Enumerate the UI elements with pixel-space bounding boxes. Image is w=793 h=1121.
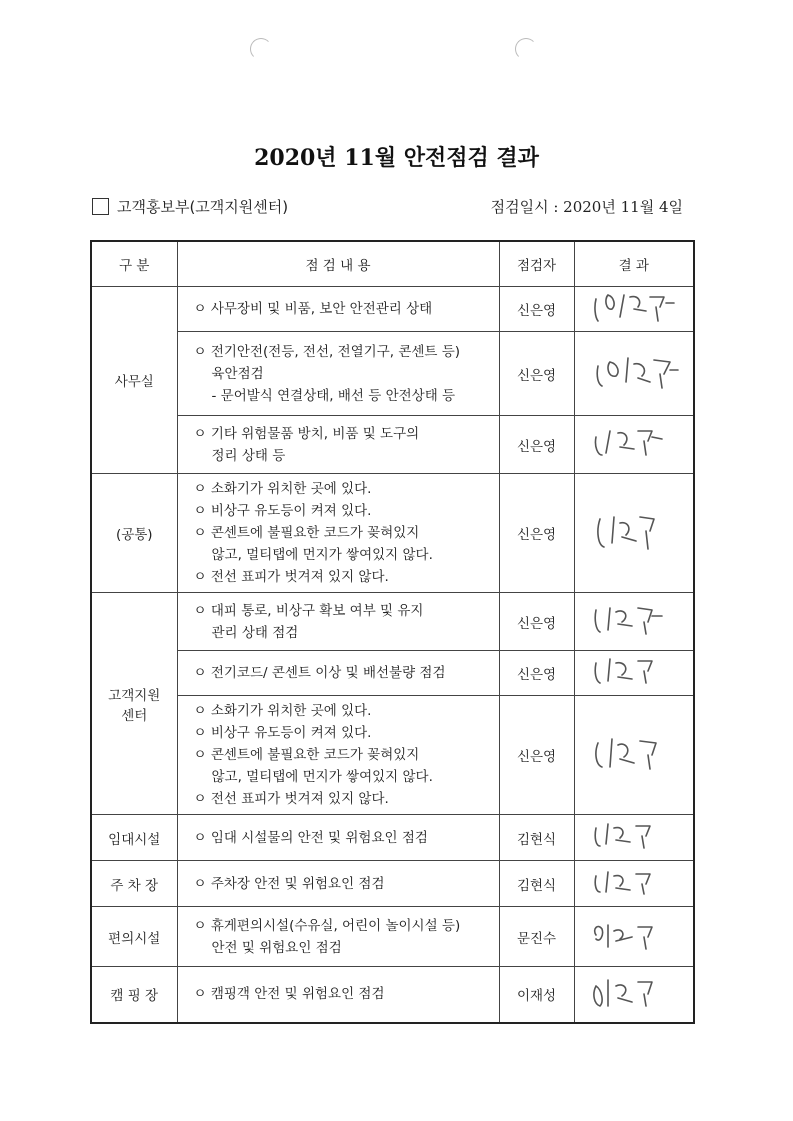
handwritten-signature	[586, 651, 682, 691]
content-line: ㅇ 전기안전(전등, 전선, 전열기구, 콘센트 등)	[193, 343, 461, 360]
header-category: 구 분	[91, 241, 177, 287]
content-cell	[177, 907, 499, 967]
content-line: ㅇ 비상구 유도등이 켜져 있다.	[193, 503, 372, 519]
category-cell	[91, 474, 177, 593]
category-label: 주 차 장	[110, 877, 159, 894]
category-label: 편의시설	[108, 930, 161, 947]
inspector-name: 신은영	[499, 416, 574, 474]
category-label: 센터	[121, 707, 148, 724]
inspector-name: 신은영	[499, 332, 574, 416]
table-row	[91, 416, 694, 474]
content-cell	[177, 416, 499, 474]
punch-hole-left	[250, 38, 272, 60]
inspector-name: 신은영	[499, 287, 574, 332]
table-row	[91, 967, 694, 1023]
content-line: ㅇ 전기코드/ 콘센트 이상 및 배선불량 점검	[193, 665, 446, 681]
content-cell	[177, 332, 499, 416]
header-content: 점 검 내 용	[177, 241, 499, 287]
content-line: ㅇ 전선 표피가 벗겨져 있지 않다.	[193, 791, 389, 807]
handwritten-signature	[586, 972, 682, 1012]
content-line: ㅇ 소화기가 위치한 곳에 있다.	[193, 481, 372, 497]
result-signature	[574, 287, 694, 332]
content-line: 정리 상태 등	[211, 447, 286, 464]
result-signature	[574, 861, 694, 907]
content-line: ㅇ 기타 위험물품 방치, 비품 및 도구의	[193, 425, 420, 442]
inspector-name: 이재성	[499, 967, 574, 1023]
category-label: 사무실	[114, 374, 154, 390]
handwritten-signature	[586, 423, 682, 463]
inspector-name: 김현식	[499, 861, 574, 907]
category-label: (공통)	[115, 527, 153, 543]
table-row	[91, 815, 694, 861]
content-cell	[177, 696, 499, 815]
table-row	[91, 907, 694, 967]
result-signature	[574, 815, 694, 861]
table-row	[91, 651, 694, 696]
inspector-name: 신은영	[499, 651, 574, 696]
inspection-table	[90, 240, 695, 1024]
result-signature	[574, 696, 694, 815]
category-cell	[91, 967, 177, 1023]
result-signature	[574, 907, 694, 967]
category-label: 캠 핑 장	[110, 988, 159, 1005]
content-line: 않고, 멀티탭에 먼지가 쌓여있지 않다.	[211, 769, 433, 785]
content-cell	[177, 287, 499, 332]
category-cell	[91, 861, 177, 907]
result-signature	[574, 967, 694, 1023]
content-line: - 문어발식 연결상태, 배선 등 안전상태 등	[211, 387, 456, 404]
content-line: ㅇ 전선 표피가 벗겨져 있지 않다.	[193, 569, 389, 585]
result-signature	[574, 474, 694, 593]
content-line: ㅇ 사무장비 및 비품, 보안 안전관리 상태	[193, 301, 433, 317]
content-cell	[177, 651, 499, 696]
inspector-name: 문진수	[499, 907, 574, 967]
table-row	[91, 332, 694, 416]
category-label: 임대시설	[108, 831, 161, 848]
category-label: 고객지원	[108, 687, 161, 704]
inspector-name: 신은영	[499, 593, 574, 651]
header-inspector: 점검자	[499, 241, 574, 287]
result-signature	[574, 593, 694, 651]
content-line: ㅇ 콘센트에 불필요한 코드가 꽂혀있지	[193, 525, 420, 541]
header-result: 결 과	[574, 241, 694, 287]
content-line: 관리 상태 점검	[211, 624, 299, 641]
checkbox-icon	[92, 198, 109, 215]
result-signature	[574, 651, 694, 696]
table-body	[91, 287, 694, 1023]
content-line: ㅇ 소화기가 위치한 곳에 있다.	[193, 703, 372, 719]
category-cell	[91, 287, 177, 474]
category-cell	[91, 593, 177, 815]
department-line	[92, 196, 288, 217]
result-signature	[574, 332, 694, 416]
content-line: 안전 및 위험요인 점검	[211, 939, 342, 956]
inspection-date: 점검일시 : 2020년 11월 4일	[490, 198, 683, 216]
content-line: ㅇ 주차장 안전 및 위험요인 점검	[193, 875, 385, 892]
handwritten-signature	[586, 862, 682, 902]
handwritten-signature	[586, 600, 682, 640]
content-line: ㅇ 임대 시설물의 안전 및 위험요인 점검	[193, 829, 428, 846]
handwritten-signature	[586, 816, 682, 856]
handwritten-signature	[586, 733, 682, 773]
table-row	[91, 593, 694, 651]
table-row	[91, 474, 694, 593]
content-cell	[177, 474, 499, 593]
handwritten-signature	[586, 287, 682, 327]
content-line: ㅇ 휴게편의시설(수유실, 어린이 놀이시설 등)	[193, 917, 461, 934]
handwritten-signature	[586, 915, 682, 955]
content-line: 않고, 멀티탭에 먼지가 쌓여있지 않다.	[211, 547, 433, 563]
content-line: ㅇ 콘센트에 불필요한 코드가 꽂혀있지	[193, 747, 420, 763]
content-cell	[177, 861, 499, 907]
page-title: 2020년 11월 안전점검 결과	[254, 145, 539, 171]
content-line: ㅇ 캠핑객 안전 및 위험요인 점검	[193, 986, 385, 1003]
handwritten-signature	[586, 352, 682, 392]
category-cell	[91, 907, 177, 967]
content-cell	[177, 593, 499, 651]
inspector-name: 신은영	[499, 474, 574, 593]
result-signature	[574, 416, 694, 474]
handwritten-signature	[586, 511, 682, 551]
punch-hole-right	[515, 38, 537, 60]
table-row	[91, 696, 694, 815]
content-line: ㅇ 대피 통로, 비상구 확보 여부 및 유지	[193, 602, 424, 619]
table-row	[91, 287, 694, 332]
content-cell	[177, 815, 499, 861]
department-label: 고객홍보부(고객지원센터)	[117, 198, 289, 216]
inspector-name: 신은영	[499, 696, 574, 815]
table-header-row	[91, 241, 694, 287]
table-row	[91, 861, 694, 907]
category-cell	[91, 815, 177, 861]
content-cell	[177, 967, 499, 1023]
inspector-name: 김현식	[499, 815, 574, 861]
content-line: ㅇ 비상구 유도등이 켜져 있다.	[193, 725, 372, 741]
content-line: 육안점검	[211, 365, 264, 382]
